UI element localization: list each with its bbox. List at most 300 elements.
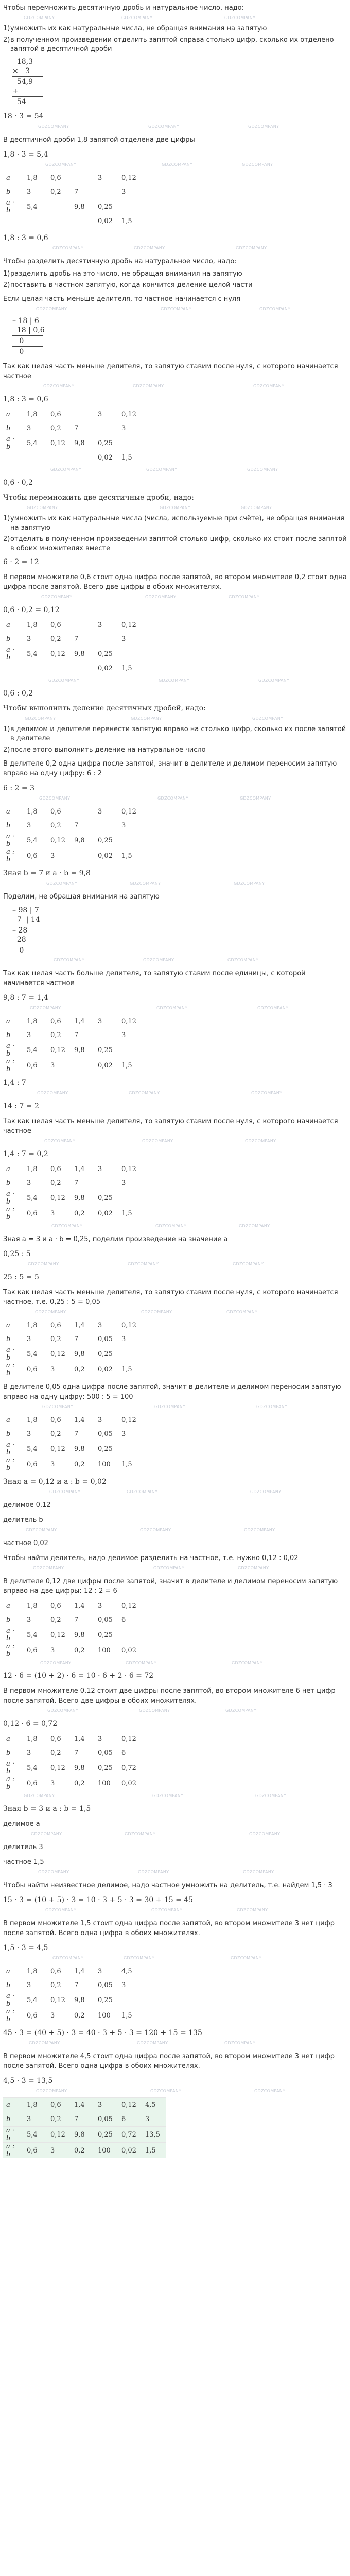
watermark-row: [3, 1565, 347, 1573]
table-cell: 9,8: [74, 1350, 85, 1358]
table-cell: 0,12: [121, 808, 136, 816]
table-row: [3, 662, 142, 675]
table-cell: 5,4: [27, 1764, 38, 1772]
watermark-row: [3, 306, 347, 314]
text-paragraph: 1,4 : 7: [3, 1079, 26, 1087]
table-cell: [95, 1028, 118, 1042]
table-cell: 3: [27, 1335, 31, 1343]
text-paragraph: В первом множителе 0,12 стоит две цифры после запятой, во втором множителе 6 нет цифр после запятой. Всего две цифры в обоих множителях.: [3, 1687, 336, 1705]
table-cell: 1,8: [27, 1602, 38, 1610]
table-cell: 100: [98, 1460, 111, 1468]
table-cell: 1,8: [27, 1735, 38, 1743]
watermark-row: [3, 716, 347, 724]
text-paragraph: 9,8 : 7 = 1,4: [3, 994, 48, 1002]
table-cell: 3: [98, 621, 102, 629]
table-cell: 0,2: [50, 188, 61, 196]
table-cell: 0,12: [50, 650, 65, 658]
table-cell: 0,02: [98, 1209, 113, 1217]
table-row: [3, 1732, 142, 1746]
table-cell: 3: [50, 1460, 55, 1468]
row-label: a · b: [6, 199, 15, 214]
table-cell: [118, 1441, 142, 1456]
row-label: b: [6, 1749, 11, 1757]
table-cell: 0,12: [50, 1445, 65, 1453]
text-paragraph: 14 : 7 = 2: [3, 1102, 39, 1110]
text-paragraph: 0,6 : 0,2: [3, 689, 33, 698]
table-cell: 0,2: [50, 1430, 61, 1438]
watermark-text: GDZCOMPANY: [238, 1566, 269, 1570]
table-cell: 1,5: [121, 2011, 132, 2020]
table-cell: 5,4: [27, 1996, 38, 2004]
watermark-text: GDZCOMPANY: [156, 1006, 188, 1010]
watermark-text: GDZCOMPANY: [150, 2089, 182, 2093]
watermark-text: GDZCOMPANY: [35, 1310, 66, 1314]
watermark-row: [3, 505, 347, 513]
list-item: [3, 35, 347, 55]
table-cell: 0,02: [98, 1061, 113, 1070]
table-cell: [71, 662, 95, 675]
table-cell: 0,12: [121, 1416, 136, 1424]
table-cell: 0,6: [24, 2143, 47, 2159]
watermark-text: GDZCOMPANY: [30, 1006, 61, 1010]
row-label: a : b: [6, 2008, 15, 2023]
watermark-text: GDZCOMPANY: [241, 505, 272, 510]
table-cell: 0,72: [118, 2127, 142, 2143]
watermark-text: GDZCOMPANY: [29, 2041, 60, 2045]
watermark-row: [3, 1708, 347, 1716]
table-row: [3, 632, 142, 646]
table-cell: 1,4: [74, 1321, 85, 1329]
watermark-text: GDZCOMPANY: [152, 1793, 184, 1798]
row-label: b: [6, 1430, 11, 1438]
table-cell: 1,8: [27, 1165, 38, 1173]
watermark-text: GDZCOMPANY: [131, 716, 162, 721]
table-row: [3, 1332, 142, 1346]
table-cell: 0,25: [98, 650, 113, 658]
table-row: [3, 1362, 142, 1377]
table-cell: 0,6: [50, 1735, 61, 1743]
watermark-row: [3, 1527, 347, 1535]
table-cell: 3: [27, 1031, 31, 1039]
text-paragraph: делитель b: [3, 1516, 43, 1524]
table-cell: 0,25: [98, 1445, 113, 1453]
table-row: [3, 1190, 142, 1206]
watermark-text: GDZCOMPANY: [130, 881, 161, 886]
row-label: a · b: [3, 2127, 24, 2143]
table-cell: 7: [74, 822, 79, 829]
watermark-text: GDZCOMPANY: [242, 162, 273, 167]
row-label: a: [6, 411, 10, 418]
watermark-text: GDZCOMPANY: [248, 124, 279, 129]
text-paragraph: В делителе 0,05 одна цифра после запятой, значит в делителе и делимом переносим запятую вправо на одну цифру: 500 : 5 = 100: [3, 1383, 341, 1401]
text-paragraph: 1,4 : 7 = 0,2: [3, 1150, 48, 1158]
table-row: [3, 1964, 142, 1978]
table-cell: [118, 199, 142, 214]
row-label: a : b: [6, 1058, 15, 1073]
table-cell: 3: [50, 1365, 55, 1374]
watermark-row: [3, 1090, 347, 1098]
table-cell: 3: [27, 1430, 31, 1438]
text-paragraph: Так как целая часть меньше делителя, то запятую ставим после нуля, с которого начинается частное: [3, 363, 338, 380]
table-row: [3, 2143, 166, 2159]
row-label: [3, 451, 24, 465]
column-calculation: [12, 57, 347, 107]
table-cell: [71, 214, 95, 228]
table-cell: [71, 848, 95, 863]
table-cell: 0,2: [74, 1646, 85, 1654]
table-row: [3, 1978, 142, 1992]
table-cell: 3: [121, 425, 126, 432]
table-cell: 0,12: [121, 1018, 136, 1025]
watermark-row: [3, 957, 347, 965]
table-cell: 1,4: [74, 1968, 85, 1975]
watermark-text: GDZCOMPANY: [253, 384, 285, 388]
text-paragraph: Зная a = 3 и a · b = 0,25, поделим произведение на значение a: [3, 1235, 228, 1243]
row-label: b: [6, 1335, 11, 1343]
table-cell: 9,8: [74, 1631, 85, 1639]
table-cell: 0,2: [50, 1616, 61, 1624]
table-row: [3, 1627, 142, 1642]
watermark-text: GDZCOMPANY: [42, 1404, 74, 1409]
watermark-text: GDZCOMPANY: [254, 2089, 286, 2093]
watermark-text: GDZCOMPANY: [36, 307, 67, 311]
table-cell: 9,8: [74, 1445, 85, 1453]
table-row: [3, 2098, 166, 2112]
table-cell: 0,6: [50, 1416, 61, 1424]
row-label: a · b: [6, 1760, 15, 1775]
table-cell: 0,6: [50, 1321, 61, 1329]
value-table: [3, 1964, 347, 2023]
watermark-text: GDZCOMPANY: [134, 246, 165, 250]
list-item: [3, 724, 347, 744]
value-table: [3, 1732, 347, 1791]
table-cell: 13,5: [142, 2127, 166, 2143]
table-row: [3, 1058, 142, 1073]
table-cell: 0,6: [50, 1018, 61, 1025]
calc-row: 28: [12, 936, 29, 944]
row-label: a : b: [6, 848, 15, 863]
watermark-row: [3, 2088, 347, 2096]
table-cell: 100: [98, 1646, 111, 1654]
row-label: b: [6, 1981, 11, 1989]
table-row: [3, 1599, 142, 1613]
table-cell: 3: [27, 1179, 31, 1187]
table-cell: 1,8: [27, 1416, 38, 1424]
table-cell: 7: [71, 2112, 95, 2127]
table-row: [3, 833, 142, 848]
text-paragraph: Так как целая часть меньше делителя, то запятую ставим после нуля, с которого начинается частное, т.е. 0,25 : 5 = 0,05: [3, 1289, 338, 1306]
watermark-text: GDZCOMPANY: [41, 595, 73, 599]
table-cell: 0,02: [118, 2143, 142, 2159]
table-cell: 0,2: [74, 1460, 85, 1468]
calc-row: – 98 | 7: [12, 906, 39, 914]
text-paragraph: 18 · 3 = 54: [3, 112, 44, 121]
watermark-text: GDZCOMPANY: [232, 1660, 263, 1665]
watermark-row: [3, 124, 347, 132]
table-cell: [47, 451, 71, 465]
solution-content: [3, 0, 347, 2158]
table-cell: 3: [98, 1165, 102, 1173]
watermark-text: GDZCOMPANY: [162, 162, 193, 167]
table-cell: 3: [98, 1735, 102, 1743]
table-cell: 3: [121, 1031, 126, 1039]
table-row: [3, 618, 142, 632]
watermark-text: GDZCOMPANY: [236, 246, 267, 250]
watermark-row: [3, 677, 347, 686]
watermark-row: [3, 1261, 347, 1269]
table-cell: 9,8: [74, 439, 85, 447]
watermark-row: [3, 1869, 347, 1877]
table-cell: 1,4: [74, 1416, 85, 1424]
calc-row: 0: [12, 337, 26, 345]
table-cell: 0,12: [50, 1194, 65, 1202]
watermark-text: GDZCOMPANY: [155, 1224, 187, 1228]
table-cell: 1,8: [27, 1968, 38, 1975]
table-cell: 6: [121, 1616, 126, 1624]
text-paragraph: 12 · 6 = (10 + 2) · 6 = 10 · 6 + 2 · 6 = 72: [3, 1672, 154, 1680]
table-cell: 1,4: [71, 2098, 95, 2112]
row-label: b: [6, 1179, 11, 1187]
watermark-text: GDZCOMPANY: [51, 1224, 83, 1228]
watermark-row: [3, 1955, 347, 1963]
table-cell: 1,4: [74, 1602, 85, 1610]
watermark-row: [3, 467, 347, 475]
table-cell: 0,6: [50, 1968, 61, 1975]
table-cell: 0,6: [50, 1165, 61, 1173]
table-row: [3, 1042, 142, 1058]
table-cell: 3: [121, 188, 126, 196]
list-text: отделить в полученном произведении запятой столько цифр, сколько их стоит после запятой в обоих множителях вместе: [10, 535, 347, 552]
text-paragraph: 4,5 · 3 = 13,5: [3, 2077, 53, 2085]
table-cell: 5,4: [27, 1631, 38, 1639]
table-cell: 0,25: [98, 1996, 113, 2004]
table-cell: 5,4: [27, 1445, 38, 1453]
text-paragraph: делимое 0,12: [3, 1501, 51, 1509]
table-cell: 3: [121, 635, 126, 643]
table-cell: 0,2: [50, 635, 61, 643]
table-cell: 3: [121, 1335, 126, 1343]
table-cell: 3: [98, 1416, 102, 1424]
table-row: [3, 1427, 142, 1441]
watermark-row: [3, 1907, 347, 1916]
watermark-row: [3, 1005, 347, 1013]
table-row: [3, 2127, 166, 2143]
table-row: [3, 1014, 142, 1028]
watermark-row: [3, 1831, 347, 1839]
watermark-row: [3, 1489, 347, 1497]
table-cell: 3: [27, 635, 31, 643]
text-paragraph: 1,8 · 3 = 5,4: [3, 150, 48, 159]
text-paragraph: 15 · 3 = (10 + 5) · 3 = 10 · 3 + 5 · 3 = 30 + 15 = 45: [3, 1896, 194, 1904]
value-table: [3, 408, 347, 465]
watermark-row: [3, 383, 347, 392]
text-paragraph: 6 · 2 = 12: [3, 558, 39, 566]
table-cell: [118, 435, 142, 451]
text-paragraph: 0,25 : 5: [3, 1250, 31, 1258]
list-number: 1): [3, 270, 10, 278]
table-cell: [71, 408, 95, 421]
watermark-text: GDZCOMPANY: [43, 384, 75, 388]
table-cell: 1,5: [121, 852, 132, 860]
table-cell: 3: [50, 1779, 55, 1787]
table-cell: [71, 805, 95, 819]
table-cell: 0,2: [47, 2112, 71, 2127]
watermark-text: GDZCOMPANY: [229, 595, 260, 599]
table-cell: 0,6: [27, 852, 38, 860]
watermark-text: GDZCOMPANY: [245, 1139, 276, 1143]
watermark-row: [3, 1309, 347, 1317]
calc-row: 54,9: [12, 78, 33, 86]
table-cell: 0,25: [95, 2127, 118, 2143]
column-calculation: [12, 906, 347, 955]
watermark-text: GDZCOMPANY: [258, 678, 290, 683]
watermark-text: GDZCOMPANY: [247, 467, 278, 472]
list-number: 2): [3, 535, 10, 543]
table-cell: 0,2: [50, 425, 61, 432]
calc-line: [12, 76, 43, 77]
text-paragraph: Зная a = 0,12 и a : b = 0,02: [3, 1478, 107, 1486]
table-cell: 3: [121, 1179, 126, 1187]
watermark-text: GDZCOMPANY: [129, 1091, 160, 1095]
row-label: b: [6, 635, 11, 643]
watermark-text: GDZCOMPANY: [39, 796, 71, 801]
list-number: 2): [3, 746, 10, 754]
row-label: a · b: [6, 1441, 15, 1456]
table-cell: 3: [98, 411, 102, 418]
list-item: [3, 23, 347, 35]
table-cell: 6: [121, 1749, 126, 1757]
table-cell: 1,8: [27, 1321, 38, 1329]
watermark-text: GDZCOMPANY: [153, 1566, 185, 1570]
table-row: [3, 1441, 142, 1456]
table-cell: 0,25: [98, 1764, 113, 1772]
table-cell: 0,6: [50, 621, 61, 629]
row-label: b: [6, 425, 11, 432]
watermark-text: GDZCOMPANY: [154, 1404, 186, 1409]
table-cell: 9,8: [71, 2127, 95, 2143]
text-paragraph: В первом множителе 4,5 стоит одна цифра после запятой, во втором множителе 3 нет цифр после запятой. Всего одна цифра в обоих множителях.: [3, 2053, 335, 2070]
watermark-text: GDZCOMPANY: [126, 1660, 157, 1665]
table-cell: [24, 214, 47, 228]
text-paragraph: Так как целая часть меньше делителя, то запятую ставим после нуля, с которого начинается частное: [3, 1117, 338, 1135]
table-cell: 5,4: [24, 2127, 47, 2143]
text-paragraph: В первом множителе 0,6 стоит одна цифра после запятой, во втором множителе 0,2 стоит одна цифра после запятой. Всего две цифры в обоих множителях.: [3, 573, 347, 591]
watermark-text: GDZCOMPANY: [47, 1708, 79, 1713]
value-table: [3, 618, 347, 675]
text-paragraph: В десятичной дроби 1,8 запятой отделена две цифры: [3, 136, 195, 144]
table-cell: 1,5: [121, 1209, 132, 1217]
text-paragraph: Чтобы разделить десятичную дробь на натуральное число, надо:: [3, 258, 237, 265]
table-cell: 7: [74, 1749, 79, 1757]
watermark-text: GDZCOMPANY: [251, 1091, 283, 1095]
table-cell: 0,05: [95, 2112, 118, 2127]
table-cell: 0,12: [121, 411, 136, 418]
table-cell: [71, 1058, 95, 1073]
calc-row: 54: [12, 98, 26, 106]
watermark-text: GDZCOMPANY: [146, 467, 178, 472]
table-cell: 0,12: [47, 2127, 71, 2143]
table-row: [3, 848, 142, 863]
text-paragraph: Чтобы перемножить две десятичные дроби, надо:: [3, 494, 195, 502]
table-cell: [118, 646, 142, 662]
table-cell: 0,2: [74, 1365, 85, 1374]
watermark-text: GDZCOMPANY: [141, 1310, 172, 1314]
watermark-text: GDZCOMPANY: [52, 1956, 84, 1960]
table-cell: 0,12: [50, 1631, 65, 1639]
table-cell: 3: [47, 2143, 71, 2159]
table-cell: 0,05: [98, 1616, 113, 1624]
table-row: [3, 1413, 142, 1427]
list-number: 1): [3, 725, 10, 733]
text-paragraph: 1,8 : 3 = 0,6: [3, 395, 48, 403]
table-cell: 0,2: [50, 1031, 61, 1039]
table-cell: 0,6: [27, 1061, 38, 1070]
text-paragraph: делитель 3: [3, 1843, 43, 1851]
table-cell: 3: [50, 1646, 55, 1654]
table-row: [3, 1318, 142, 1332]
text-paragraph: 0,6 · 0,2 = 0,12: [3, 606, 60, 614]
table-cell: 0,25: [98, 439, 113, 447]
watermark-text: GDZCOMPANY: [38, 124, 69, 129]
row-label: a: [6, 1018, 10, 1025]
row-label: a: [6, 1735, 10, 1743]
table-cell: 9,8: [74, 1764, 85, 1772]
list-item: [3, 534, 347, 554]
table-cell: 5,4: [27, 439, 38, 447]
calc-line: [12, 335, 43, 336]
table-cell: 3: [121, 1981, 126, 1989]
table-cell: 0,12: [50, 1046, 65, 1054]
calc-row: 0: [12, 946, 26, 955]
watermark-text: GDZCOMPANY: [249, 1832, 281, 1836]
table-cell: 0,12: [121, 621, 136, 629]
table-cell: 0,02: [98, 665, 113, 672]
watermark-text: GDZCOMPANY: [44, 1139, 76, 1143]
list-text: умножить их как натуральные числа (числа, используемые при счёте), не обращая внимания на запятую: [10, 515, 344, 532]
table-cell: 7: [74, 425, 79, 432]
watermark-text: GDZCOMPANY: [26, 1528, 57, 1532]
table-row: [3, 1992, 142, 2008]
table-cell: 3: [27, 425, 31, 432]
table-row: [3, 2112, 166, 2127]
table-cell: 7: [74, 635, 79, 643]
table-cell: 0,2: [74, 1209, 85, 1217]
table-cell: 0,6: [27, 1365, 38, 1374]
watermark-text: GDZCOMPANY: [234, 881, 265, 886]
table-row: [3, 185, 142, 199]
watermark-row: [3, 1223, 347, 1231]
table-cell: 9,8: [74, 1194, 85, 1202]
row-label: a: [6, 174, 10, 182]
table-row: [3, 435, 142, 451]
table-cell: 100: [98, 2011, 111, 2020]
table-cell: [118, 1346, 142, 1362]
table-cell: 4,5: [121, 1968, 132, 1975]
table-row: [3, 199, 142, 214]
table-row: [3, 1176, 142, 1190]
row-label: b: [6, 188, 11, 196]
row-label: a: [6, 1165, 10, 1173]
table-cell: 0,6: [50, 808, 61, 816]
text-paragraph: 0,12 · 6 = 0,72: [3, 1720, 58, 1728]
text-paragraph: Чтобы перемножить десятичную дробь и натуральное число, надо:: [3, 4, 244, 12]
table-cell: 0,12: [50, 1350, 65, 1358]
row-label: a · b: [6, 1627, 15, 1642]
table-cell: 0,02: [98, 217, 113, 225]
calc-row: – 18 | 6: [12, 317, 39, 325]
table-cell: 6: [118, 2112, 142, 2127]
text-paragraph: Чтобы найти неизвестное делимое, надо частное умножить на делитель, т.е. найдем 1,5 · 3: [3, 1882, 332, 1889]
